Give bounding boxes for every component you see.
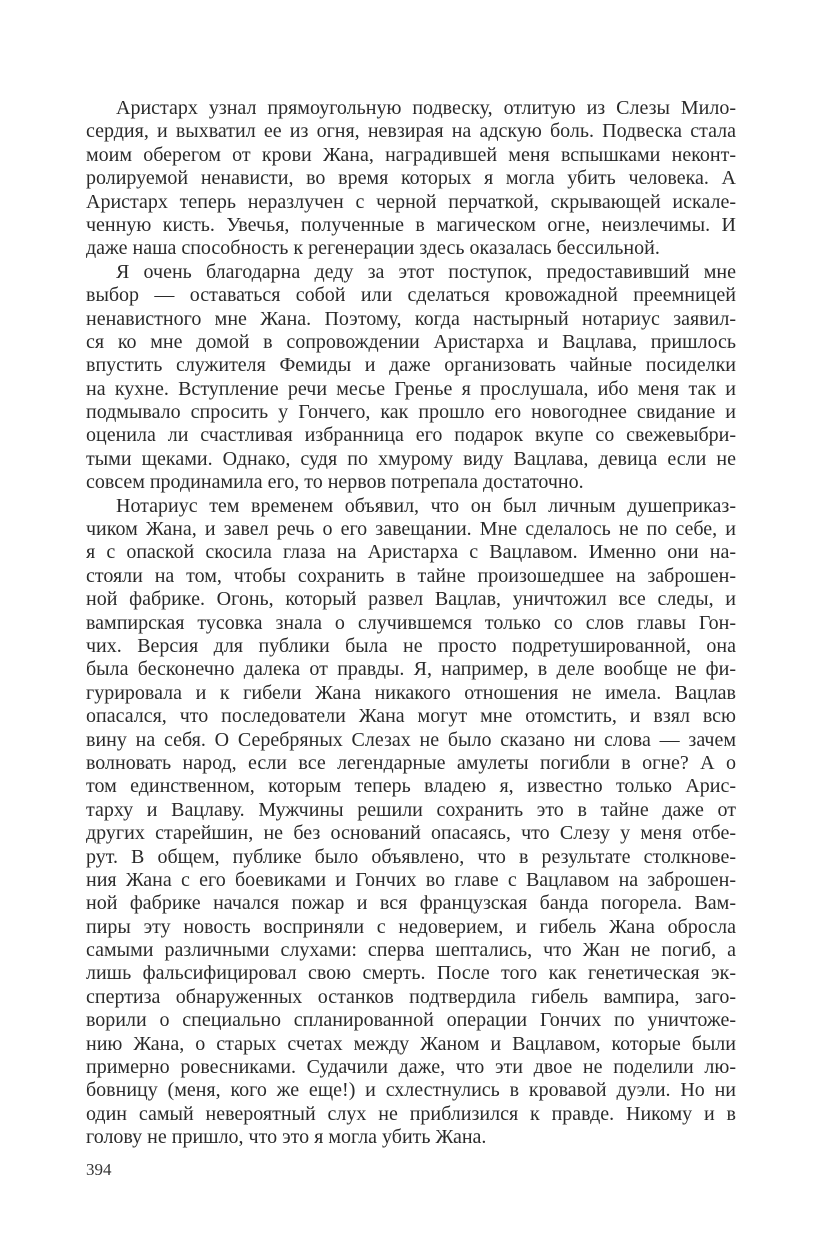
text-line: была бесконечно далека от правды. Я, например, в деле вообще не фи- <box>86 658 736 681</box>
text-line: тыми щеками. Однако, судя по хмурому виду Вацлава, девица если не <box>86 447 736 470</box>
text-line: Аристарх теперь неразлучен с черной перчаткой, скрывающей искале- <box>86 190 736 213</box>
text-line: сердия, и выхватил ее из огня, невзирая на адскую боль. Подвеска стала <box>86 120 736 143</box>
text-line: примерно ровесниками. Судачили даже, что эти двое не поделили лю- <box>86 1056 736 1079</box>
text-line: ворили о специально спланированной операции Гончих по уничтоже- <box>86 1009 736 1032</box>
text-line: впустить служителя Фемиды и даже организовать чайные посиделки <box>86 354 736 377</box>
text-line: даже наша способность к регенерации здесь оказалась бессильной. <box>86 237 660 260</box>
text-line: стояли на том, чтобы сохранить в тайне произошедшее на заброшен- <box>86 564 736 587</box>
text-line: на кухне. Вступление речи месье Гренье я прослушала, ибо меня так и <box>86 377 736 400</box>
text-line: ной фабрике. Огонь, который развел Вацлав, уничтожил все следы, и <box>86 588 736 611</box>
text-line: Аристарх узнал прямоугольную подвеску, отлитую из Слезы Мило- <box>116 97 736 119</box>
text-line: голову не пришло, что это я могла убить Жана. <box>86 1126 487 1149</box>
text-line: нию Жана, о старых счетах между Жаном и Вацлавом, которые были <box>86 1032 736 1055</box>
text-line: самыми различными слухами: сперва шептались, что Жан не погиб, а <box>86 939 736 962</box>
text-line: ченную кисть. Увечья, полученные в магическом огне, неизлечимы. И <box>86 213 736 236</box>
text-line: чиком Жана, и завел речь о его завещании. Мне сделалось не по себе, и <box>86 518 736 541</box>
text-line: ния Жана с его боевиками и Гончих во главе с Вацлавом на заброшен- <box>86 868 736 891</box>
text-line: оценила ли счастливая избранница его подарок вкупе со свежевыбри- <box>86 424 736 447</box>
text-line: волновать народ, если все легендарные амулеты погибли в огне? А о <box>86 751 736 774</box>
text-line: спертиза обнаруженных останков подтвердила гибель вампира, заго- <box>86 985 736 1008</box>
paragraph-2 <box>86 261 736 495</box>
text-line: вину на себя. О Серебряных Слезах не было сказано ни слова — зачем <box>86 728 736 751</box>
text-line: других старейшин, не без оснований опасаясь, что Слезу у меня отбе- <box>86 822 736 845</box>
text-line: совсем продинамила его, то нервов потрепала достаточно. <box>86 471 584 494</box>
text-line: ся ко мне домой в сопровождении Аристарха и Вацлава, пришлось <box>86 330 736 353</box>
text-line: ненавистного мне Жана. Поэтому, когда настырный нотариус заявил- <box>86 307 736 330</box>
text-line: опасался, что последователи Жана могут мне отомстить, и взял всю <box>86 705 736 728</box>
text-line: подмывало спросить у Гончего, как прошло его новогоднее свидание и <box>86 401 736 424</box>
text-line: тарху и Вацлаву. Мужчины решили сохранить это в тайне даже от <box>86 798 736 821</box>
paragraph-3 <box>86 495 736 1150</box>
paragraph-1 <box>86 97 736 261</box>
text-line: выбор — оставаться собой или сделаться кровожадной преемницей <box>86 284 736 307</box>
text-line: моим оберегом от крови Жана, наградившей меня вспышками неконт- <box>86 143 736 166</box>
text-line: пиры эту новость восприняли с недоверием, и гибель Жана обросла <box>86 915 736 938</box>
page-number: 394 <box>86 1160 112 1179</box>
text-line: гурировала и к гибели Жана никакого отношения не имела. Вацлав <box>86 681 736 704</box>
body-text <box>86 97 736 1150</box>
text-line: Я очень благодарна деду за этот поступок, предоставивший мне <box>116 260 736 283</box>
text-line: чих. Версия для публики была не просто подретушированной, она <box>86 634 736 657</box>
text-line: том единственном, которым теперь владею я, известно только Арис- <box>86 775 736 798</box>
text-line: бовницу (меня, кого же еще!) и схлестнулись в кровавой дуэли. Но ни <box>86 1079 736 1102</box>
text-line: ролируемой ненависти, во время которых я могла убить человека. А <box>86 167 736 190</box>
text-line: лишь фальсифицировал свою смерть. После того как генетическая эк- <box>86 962 736 985</box>
text-line: Нотариус тем временем объявил, что он был личным душеприказ- <box>116 494 736 517</box>
text-line: вампирская тусовка знала о случившемся только со слов главы Гон- <box>86 611 736 634</box>
text-line: ной фабрике начался пожар и вся французская банда погорела. Вам- <box>86 892 736 915</box>
text-line: я с опаской скосила глаза на Аристарха с Вацлавом. Именно они на- <box>86 541 736 564</box>
text-line: один самый невероятный слух не приблизился к правде. Никому и в <box>86 1102 736 1125</box>
text-line: рут. В общем, публике было объявлено, что в результате столкнове- <box>86 845 736 868</box>
